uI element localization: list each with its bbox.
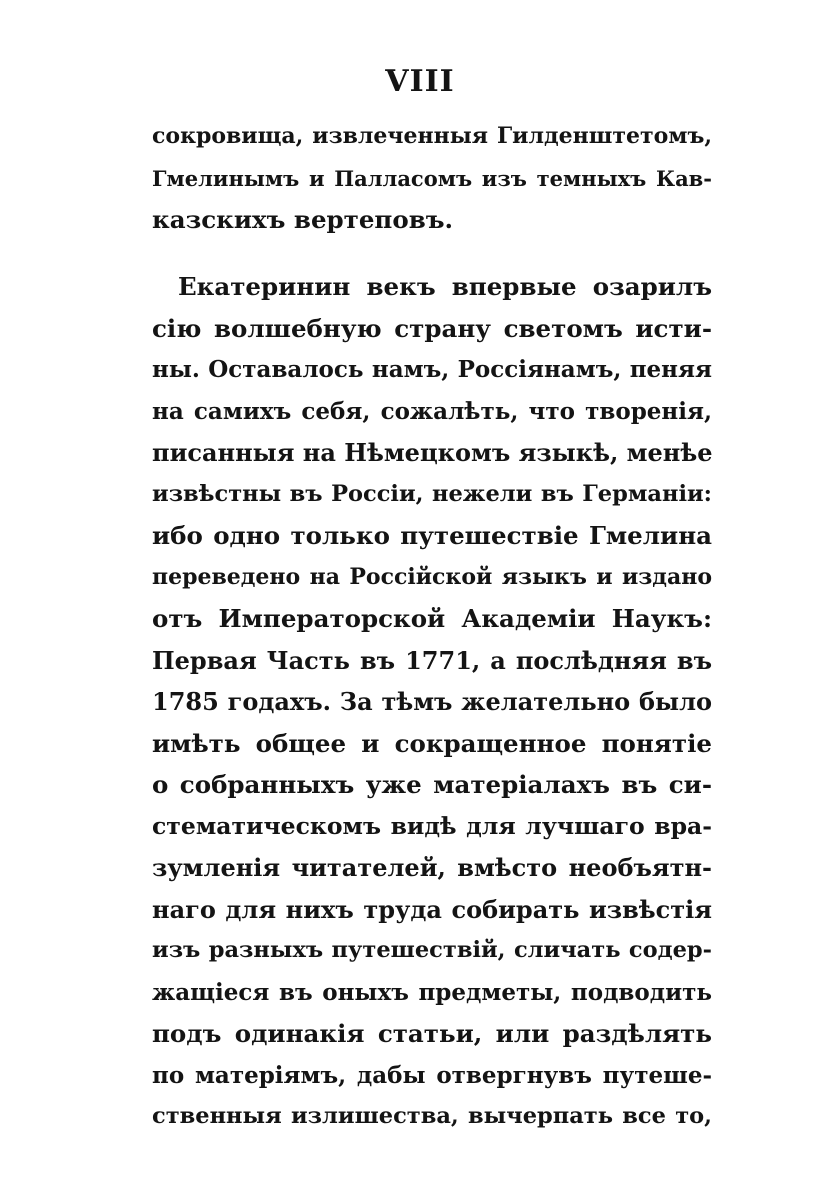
text-line: наго для нихъ труда собирать извѣстія bbox=[152, 894, 712, 924]
text-line: имѣть общее и сокращенное понятіе bbox=[152, 728, 712, 758]
text-line: 1785 годахъ. За тѣмъ желательно было bbox=[152, 687, 712, 716]
text-line: сію волшебную страну светомъ исти- bbox=[152, 313, 712, 343]
text-line: ибо одно только путешествіе Гмелина bbox=[152, 521, 712, 550]
text-line: писанныя на Нѣмецкомъ языкѣ, менѣе bbox=[152, 438, 713, 467]
text-line: ны. Оставалось намъ, Россіянамъ, пеняя bbox=[152, 356, 712, 383]
text-line: подъ одинакія статьи, или раздѣлять bbox=[152, 1019, 712, 1048]
text-line: изъ разныхъ путешествій, сличать содер- bbox=[152, 937, 712, 963]
text-line: казскихъ вертеповъ. bbox=[152, 205, 454, 234]
text-line: Первая Часть въ 1771, а послѣдняя въ bbox=[152, 645, 712, 675]
text-line: сокровища, извлеченныя Гилденштетомъ, bbox=[152, 123, 712, 149]
page-number: VIII bbox=[385, 64, 455, 99]
text-line: зумленія читателей, вмѣсто необъятн- bbox=[152, 853, 712, 882]
text-line: о собранныхъ уже матеріалахъ въ си- bbox=[152, 770, 712, 799]
text-line: ственныя излишества, вычерпать все то, bbox=[152, 1103, 712, 1129]
text-line: переведено на Россійской языкъ и издано bbox=[152, 563, 712, 590]
text-line: отъ Императорской Академіи Наукъ: bbox=[152, 604, 712, 633]
text-line: извѣстны въ Россіи, нежели въ Германіи: bbox=[152, 480, 712, 507]
text-line: на самихъ себя, сожалѣть, что творенія, bbox=[152, 397, 712, 425]
text-line: жащіеся въ оныхъ предметы, подводить bbox=[152, 978, 712, 1006]
text-line: Гмелинымъ и Палласомъ изъ темныхъ Кав- bbox=[152, 165, 712, 191]
text-line: Екатеринин векъ впервые озарилъ bbox=[178, 272, 712, 301]
text-line: по матеріямъ, дабы отвергнувъ путеше- bbox=[152, 1061, 712, 1089]
paragraph bbox=[152, 266, 712, 1138]
text-line: стематическомъ видѣ для лучшаго вра- bbox=[152, 811, 712, 840]
continuation-text bbox=[152, 116, 712, 241]
